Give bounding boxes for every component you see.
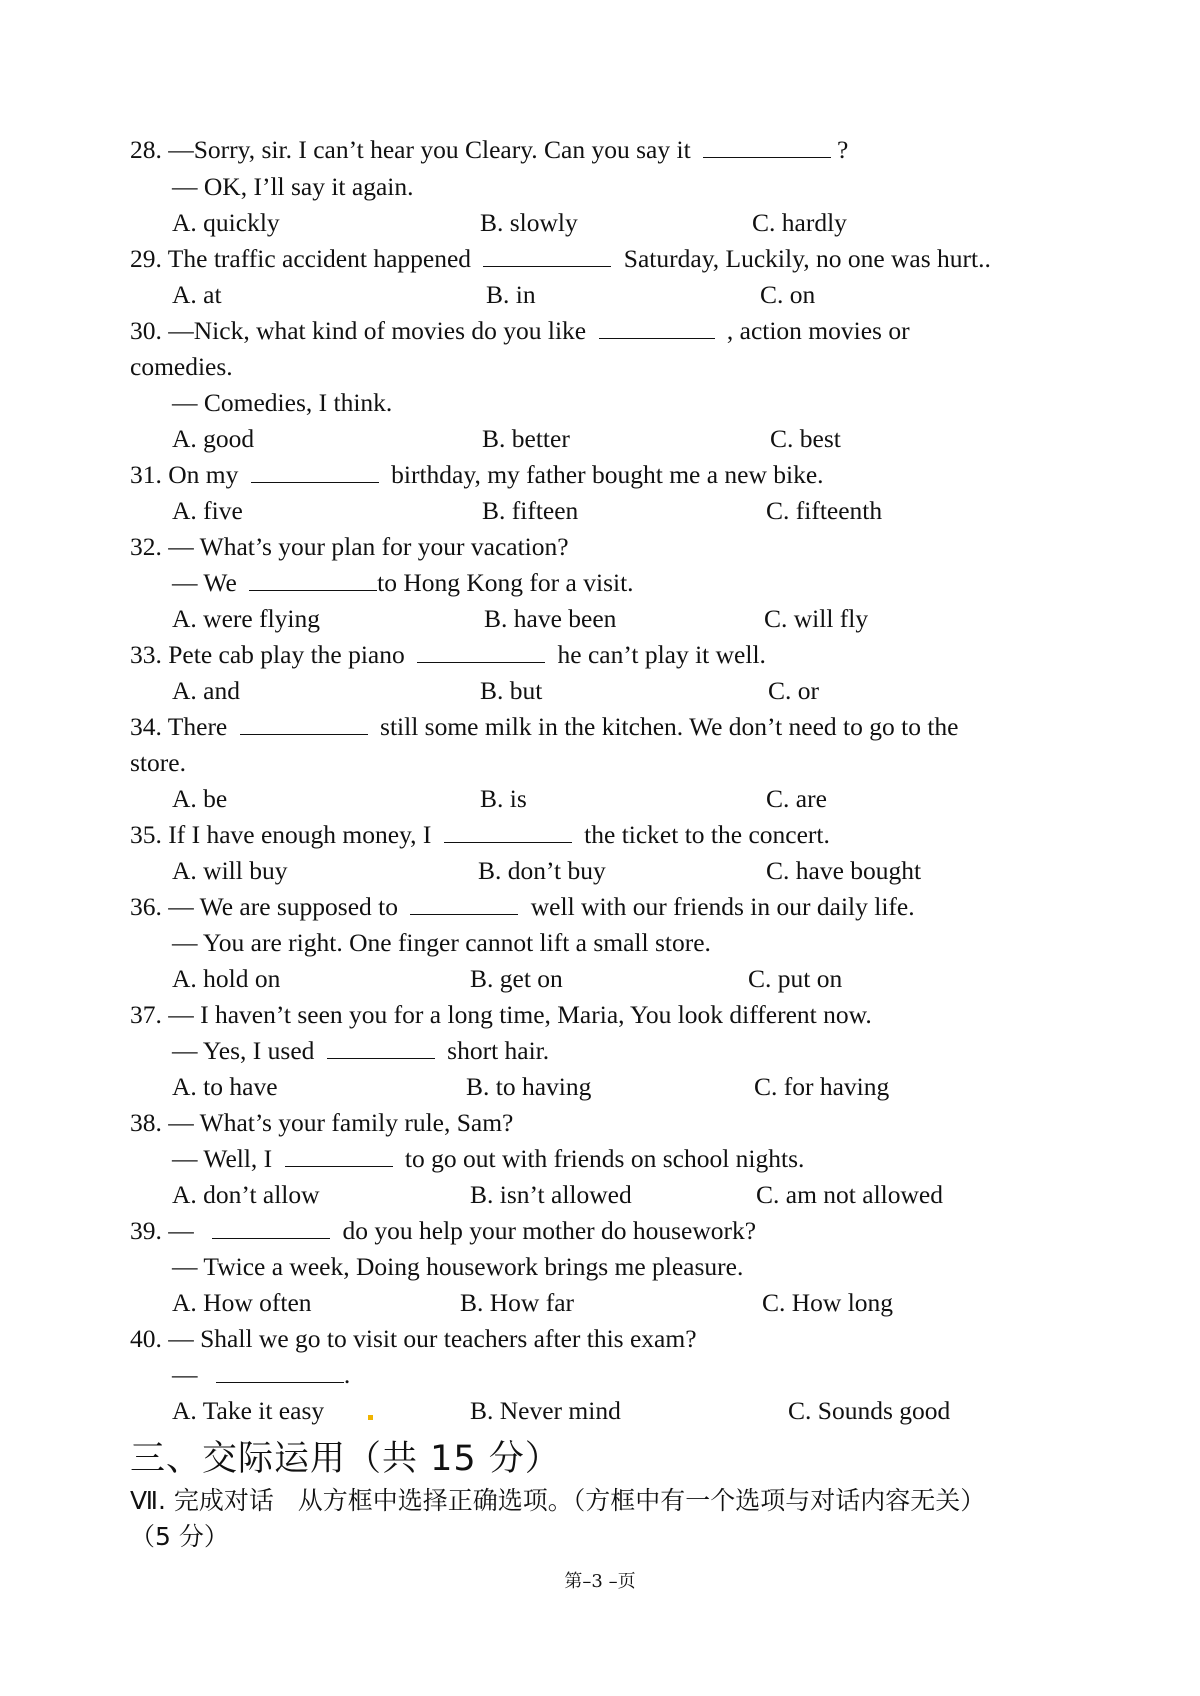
option-b[interactable]: B. better <box>482 424 570 453</box>
question-36-stem: 36. — We are supposed to well with our friends in our daily life. <box>130 892 915 921</box>
question-38-stem: 38. — What’s your family rule, Sam? <box>130 1108 514 1137</box>
section-heading: 三、交际运用（共 15 分） <box>130 1439 561 1479</box>
option-a[interactable]: A. to have <box>172 1072 278 1101</box>
option-c[interactable]: C. for having <box>754 1072 890 1101</box>
question-number: 37. <box>130 1000 162 1029</box>
answer-blank[interactable] <box>285 1144 393 1167</box>
option-b[interactable]: B. get on <box>470 964 563 993</box>
option-a[interactable]: A. and <box>172 676 240 705</box>
question-34-stem: 34. There still some milk in the kitchen. We don’t need to go to the <box>130 712 959 741</box>
question-30-continuation: comedies. <box>130 352 233 381</box>
answer-blank[interactable] <box>599 316 715 339</box>
option-b[interactable]: B. Never mind <box>470 1396 621 1425</box>
question-29-stem: 29. The traffic accident happened Saturday, Luckily, no one was hurt.. <box>130 244 991 273</box>
question-32-stem: 32. — What’s your plan for your vacation? <box>130 532 569 561</box>
section-instruction: Ⅶ. 完成对话 从方框中选择正确选项。（方框中有一个选项与对话内容无关） <box>130 1486 986 1515</box>
question-number: 33. <box>130 640 162 669</box>
question-number: 30. <box>130 316 162 345</box>
option-c[interactable]: C. on <box>760 280 816 309</box>
option-b[interactable]: B. have been <box>484 604 617 633</box>
question-number: 31. <box>130 460 162 489</box>
question-number: 35. <box>130 820 162 849</box>
option-c[interactable]: C. How long <box>762 1288 894 1317</box>
option-c[interactable]: C. put on <box>748 964 843 993</box>
option-c[interactable]: C. fifteenth <box>766 496 883 525</box>
answer-blank[interactable] <box>251 460 379 483</box>
option-a[interactable]: A. good <box>172 424 255 453</box>
question-33-stem: 33. Pete cab play the piano he can’t play it well. <box>130 640 766 669</box>
option-c[interactable]: C. Sounds good <box>788 1396 951 1425</box>
question-number: 38. <box>130 1108 162 1137</box>
answer-blank[interactable] <box>483 244 611 267</box>
option-b[interactable]: B. fifteen <box>482 496 579 525</box>
answer-blank[interactable] <box>212 1216 330 1239</box>
answer-blank[interactable] <box>703 135 831 158</box>
question-number: 40. <box>130 1324 162 1353</box>
answer-blank[interactable] <box>216 1360 344 1383</box>
option-a[interactable]: A. hold on <box>172 964 281 993</box>
question-35-stem: 35. If I have enough money, I the ticket to the concert. <box>130 820 830 849</box>
question-39-stem: 39. — do you help your mother do housework? <box>130 1216 757 1245</box>
option-c[interactable]: C. best <box>770 424 841 453</box>
option-a[interactable]: A. How often <box>172 1288 312 1317</box>
question-38-reply: — Well, I to go out with friends on school nights. <box>172 1144 805 1173</box>
option-b[interactable]: B. isn’t allowed <box>470 1180 632 1209</box>
option-a[interactable]: A. be <box>172 784 228 813</box>
question-36-reply: — You are right. One finger cannot lift a small store. <box>172 928 711 957</box>
question-32-reply: — We to Hong Kong for a visit. <box>172 568 634 597</box>
question-28-reply: — OK, I’ll say it again. <box>172 172 414 201</box>
option-a[interactable]: A. five <box>172 496 243 525</box>
option-a[interactable]: A. quickly <box>172 208 280 237</box>
question-37-stem: 37. — I haven’t seen you for a long time, Maria, You look different now. <box>130 1000 872 1029</box>
option-b[interactable]: B. How far <box>460 1288 575 1317</box>
option-a[interactable]: A. don’t allow <box>172 1180 320 1209</box>
option-c[interactable]: C. will fly <box>764 604 869 633</box>
option-b[interactable]: B. in <box>486 280 536 309</box>
option-a[interactable]: A. will buy <box>172 856 288 885</box>
answer-blank[interactable] <box>327 1036 435 1059</box>
question-28-stem: 28. —Sorry, sir. I can’t hear you Cleary. Can you say it ? <box>130 135 849 164</box>
answer-blank[interactable] <box>444 820 572 843</box>
question-30-reply: — Comedies, I think. <box>172 388 393 417</box>
answer-blank[interactable] <box>417 640 545 663</box>
answer-blank[interactable] <box>240 712 368 735</box>
page-number: 第–3 –页 <box>564 1571 636 1592</box>
question-number: 34. <box>130 712 162 741</box>
option-c[interactable]: C. hardly <box>752 208 847 237</box>
section-points: （5 分） <box>130 1522 229 1551</box>
question-40-reply: — . <box>172 1360 351 1389</box>
option-b[interactable]: B. don’t buy <box>478 856 606 885</box>
option-b[interactable]: B. slowly <box>480 208 578 237</box>
option-a[interactable]: A. Take it easy <box>172 1396 325 1425</box>
question-30-stem: 30. —Nick, what kind of movies do you like , action movies or <box>130 316 910 345</box>
question-number: 28. <box>130 135 162 164</box>
question-37-reply: — Yes, I used short hair. <box>172 1036 550 1065</box>
question-39-reply: — Twice a week, Doing housework brings me pleasure. <box>172 1252 744 1281</box>
question-34-continuation: store. <box>130 748 186 777</box>
question-number: 32. <box>130 532 162 561</box>
question-31-stem: 31. On my birthday, my father bought me a new bike. <box>130 460 824 489</box>
answer-blank[interactable] <box>410 892 518 915</box>
answer-blank[interactable] <box>249 568 377 591</box>
question-number: 39. <box>130 1216 162 1245</box>
option-c[interactable]: C. am not allowed <box>756 1180 943 1209</box>
option-b[interactable]: B. but <box>480 676 543 705</box>
option-c[interactable]: C. or <box>768 676 819 705</box>
option-c[interactable]: C. have bought <box>766 856 922 885</box>
option-a[interactable]: A. at <box>172 280 222 309</box>
highlight-mark <box>368 1415 373 1420</box>
option-b[interactable]: B. to having <box>466 1072 592 1101</box>
question-40-stem: 40. — Shall we go to visit our teachers after this exam? <box>130 1324 697 1353</box>
option-b[interactable]: B. is <box>480 784 527 813</box>
option-c[interactable]: C. are <box>766 784 827 813</box>
question-number: 29. <box>130 244 162 273</box>
question-number: 36. <box>130 892 162 921</box>
option-a[interactable]: A. were flying <box>172 604 320 633</box>
